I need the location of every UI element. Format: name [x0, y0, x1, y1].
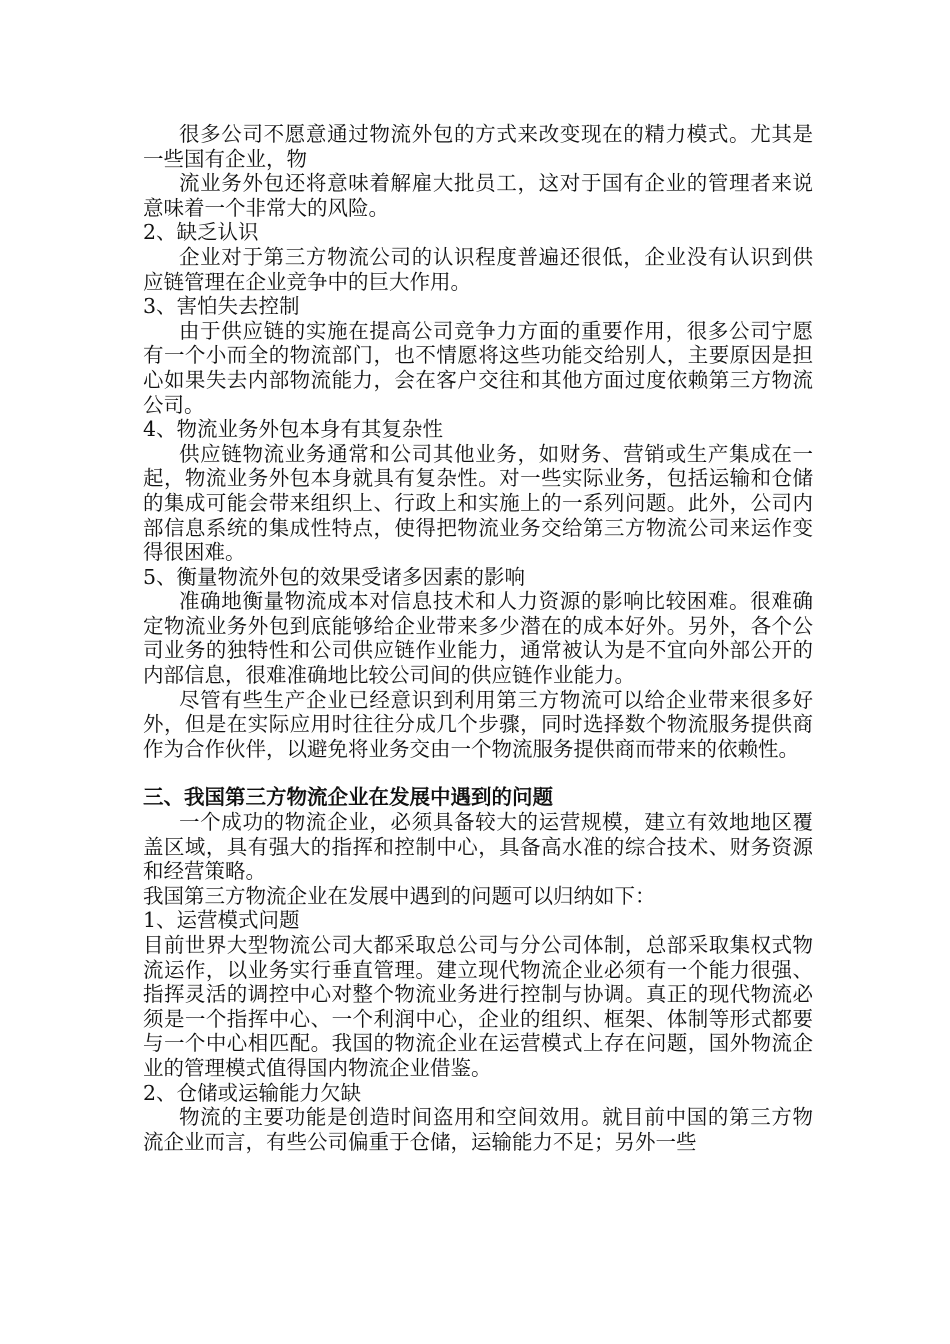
paragraph: 物流的主要功能是创造时间盗用和空间效用。就目前中国的第三方物流企业而言，有些公司偏重于仓储，运输能力不足；另外一些 — [143, 1105, 813, 1154]
paragraph: 一个成功的物流企业，必须具备较大的运营规模，建立有效地地区覆盖区域，具有强大的指挥和控制中心，具备高水准的综合技术、财务资源和经营策略。 — [143, 810, 813, 884]
paragraph: 企业对于第三方物流公司的认识程度普遍还很低，企业没有认识到供应链管理在企业竞争中的巨大作用。 — [143, 244, 813, 294]
paragraph: 准确地衡量物流成本对信息技术和人力资源的影响比较困难。很难确定物流业务外包到底能够给企业带来多少潜在的成本好外。另外，各个公司业务的独特性和公司供应链作业能力，通常被认为是不宜向外部公开的内部信息，很难准确地比较公司间的供应链作业能力。 — [143, 589, 813, 688]
section-subheading: 2、缺乏认识 — [143, 220, 259, 245]
paragraph: 很多公司不愿意通过物流外包的方式来改变现在的精力模式。尤其是一些国有企业，物 — [143, 122, 813, 171]
section-subheading: 2、仓储或运输能力欠缺 — [143, 1080, 362, 1105]
paragraph: 流业务外包还将意味着解雇大批员工，这对于国有企业的管理者来说意味着一个非常大的风险。 — [143, 171, 813, 220]
section-subheading: 3、害怕失去控制 — [143, 294, 300, 319]
paragraph: 尽管有些生产企业已经意识到利用第三方物流可以给企业带来很多好外，但是在实际应用时往往分成几个步骤，同时选择数个物流服务提供商作为合作伙伴，以避免将业务交由一个物流服务提供商而带来的依赖性。 — [143, 687, 813, 761]
section-subheading: 1、运营模式问题 — [143, 908, 300, 933]
section-subheading: 5、衡量物流外包的效果受诸多因素的影响 — [143, 564, 526, 589]
paragraph: 由于供应链的实施在提高公司竞争力方面的重要作用，很多公司宁愿有一个小而全的物流部门，也不情愿将这些功能交给别人，主要原因是担心如果失去内部物流能力，会在客户交往和其他方面过度依赖第三方物流公司。 — [143, 318, 813, 417]
paragraph: 供应链物流业务通常和公司其他业务，如财务、营销或生产集成在一起，物流业务外包本身就具有复杂性。对一些实际业务，包括运输和仓储的集成可能会带来组织上、行政上和实施上的一系列问题。此外，公司内部信息系统的集成性特点，使得把物流业务交给第三方物流公司来运作变得很困难。 — [143, 441, 813, 565]
section-subheading: 4、物流业务外包本身有其复杂性 — [143, 417, 444, 442]
paragraph: 目前世界大型物流公司大都采取总公司与分公司体制，总部采取集权式物流运作，以业务实行垂直管理。建立现代物流企业必须有一个能力很强、指挥灵活的调控中心对整个物流业务进行控制与协调。真正的现代物流必须是一个指挥中心、一个利润中心，企业的组织、框架、体制等形式都要与一个中心相匹配。我国的物流企业在运营模式上存在问题，国外物流企业的管理模式值得国内物流企业借鉴。 — [143, 933, 813, 1080]
document-body — [143, 122, 813, 1154]
paragraph: 我国第三方物流企业在发展中遇到的问题可以归纳如下： — [143, 883, 656, 908]
section-heading: 三、我国第三方物流企业在发展中遇到的问题 — [143, 785, 553, 810]
